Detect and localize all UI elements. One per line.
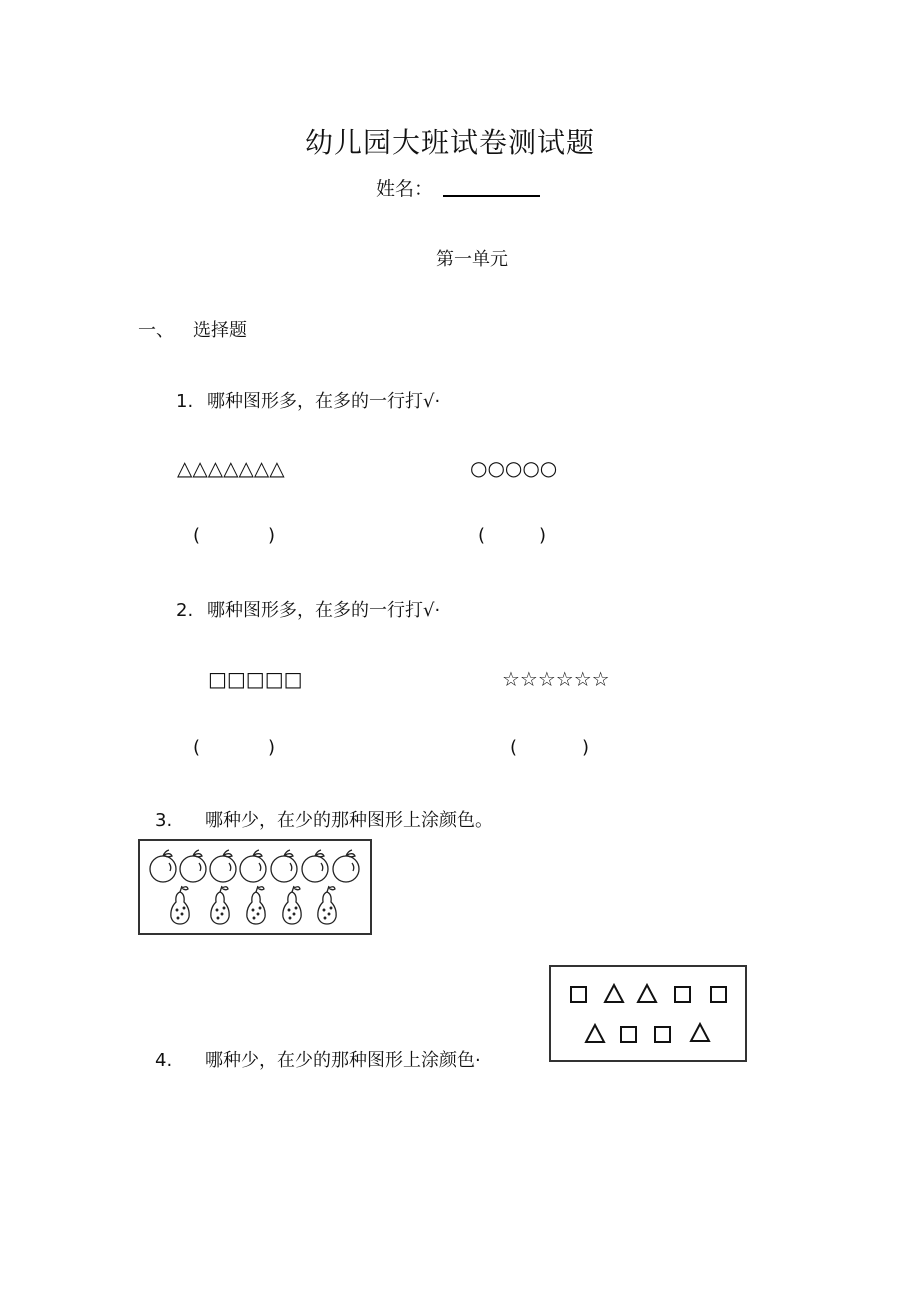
question-4 xyxy=(155,1046,481,1072)
question-text: 哪种少，在少的那种图形上涂颜色· xyxy=(205,1050,481,1071)
answer-paren-close: ) xyxy=(582,737,590,758)
page-title: 幼儿园大班试卷测试题 xyxy=(304,126,595,159)
pear-icon[interactable] xyxy=(283,886,301,924)
square-icon[interactable] xyxy=(675,987,690,1002)
answer-paren-open: ( xyxy=(478,525,486,546)
answer-box-circles[interactable] xyxy=(490,522,535,550)
apple-icon[interactable] xyxy=(302,850,328,882)
answer-paren-open: ( xyxy=(193,737,201,758)
square-icon[interactable] xyxy=(655,1027,670,1042)
answer-paren-open: ( xyxy=(193,525,201,546)
question-2 xyxy=(176,596,440,622)
star-row: ☆☆☆☆☆☆ xyxy=(502,667,610,691)
pear-icon[interactable] xyxy=(318,886,336,924)
pear-icon[interactable] xyxy=(211,886,229,924)
apple-icon[interactable] xyxy=(150,850,176,882)
answer-paren-close: ) xyxy=(268,737,276,758)
fruit-picture-frame xyxy=(138,839,372,935)
question-text: 哪种图形多，在多的一行打√· xyxy=(207,391,441,412)
square-icon[interactable] xyxy=(571,987,586,1002)
triangle-icon[interactable] xyxy=(638,985,656,1002)
shape-picture xyxy=(551,967,745,1060)
answer-box-squares[interactable] xyxy=(205,734,265,762)
pear-icon[interactable] xyxy=(247,886,265,924)
triangle-icon[interactable] xyxy=(586,1025,604,1042)
apple-icon[interactable] xyxy=(271,850,297,882)
answer-box-stars[interactable] xyxy=(522,734,577,762)
answer-paren-open: ( xyxy=(510,737,518,758)
pear-icon[interactable] xyxy=(171,886,189,924)
question-number: 2. xyxy=(176,600,194,621)
name-label: 姓名： xyxy=(376,178,434,200)
square-icon[interactable] xyxy=(621,1027,636,1042)
apple-icon[interactable] xyxy=(333,850,359,882)
triangle-icon[interactable] xyxy=(605,985,623,1002)
question-text: 哪种图形多，在多的一行打√· xyxy=(207,600,441,621)
answer-paren-close: ) xyxy=(539,525,547,546)
apple-icon[interactable] xyxy=(180,850,206,882)
section-number: 一、 xyxy=(138,320,174,341)
unit-heading: 第一单元 xyxy=(436,249,508,270)
question-3 xyxy=(155,806,493,832)
square-row: □□□□□ xyxy=(208,667,303,691)
question-number: 4. xyxy=(155,1050,173,1071)
question-number: 3. xyxy=(155,810,173,831)
question-text: 哪种少，在少的那种图形上涂颜色。 xyxy=(205,810,493,831)
section-heading xyxy=(138,316,247,342)
apple-icon[interactable] xyxy=(210,850,236,882)
name-blank[interactable] xyxy=(443,195,540,197)
apple-icon[interactable] xyxy=(240,850,266,882)
shape-picture-frame xyxy=(549,965,747,1062)
fruit-picture xyxy=(140,841,370,933)
question-number: 1. xyxy=(176,391,194,412)
section-label: 选择题 xyxy=(193,320,247,341)
triangle-row: △△△△△△△ xyxy=(177,456,285,480)
question-1 xyxy=(176,387,440,413)
circle-row: ○○○○○ xyxy=(470,456,558,480)
answer-box-triangles[interactable] xyxy=(205,522,265,550)
square-icon[interactable] xyxy=(711,987,726,1002)
triangle-icon[interactable] xyxy=(691,1024,709,1041)
answer-paren-close: ) xyxy=(268,525,276,546)
